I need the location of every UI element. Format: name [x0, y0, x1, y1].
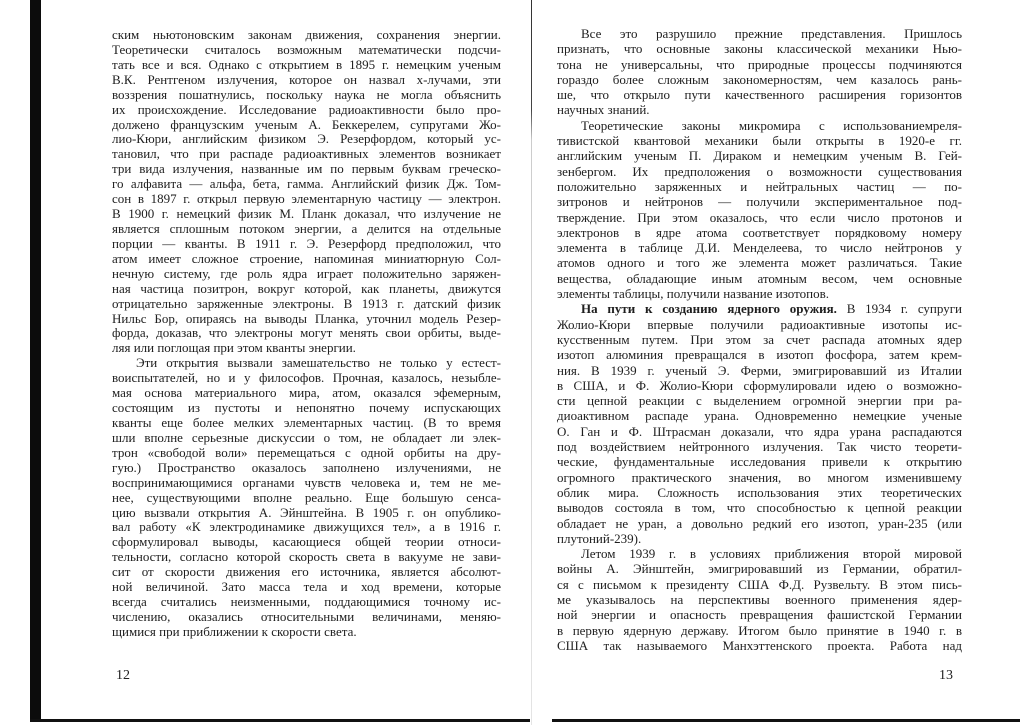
- text-line: Эти открытия вызвали замешательство не только у естест-: [136, 355, 501, 371]
- text-line: является сплошным потоком энергии, а делится на отдельные: [112, 220, 501, 236]
- text-line: тивистской квантовой механики были открыты в 1920-е гг.: [557, 133, 962, 149]
- text-line: ским ньютоновским законам движения, сохранения энергии.: [112, 27, 501, 42]
- text-line: Теоретически считалось возможным математически подсчи-: [112, 41, 501, 57]
- right-page-text: [557, 26, 962, 653]
- text-line: ной энергии и опасность превращения фашистской Германии: [557, 607, 962, 623]
- paragraph: [557, 118, 962, 302]
- text-line: сти цепной реакции с выделением огромной энергии при ра-: [557, 393, 962, 409]
- left-page-text: [112, 28, 501, 640]
- text-line: сит от скорости движения его источника, является абсолют-: [112, 564, 501, 580]
- text-line: огромного практического значения, во многом изменившему: [557, 469, 962, 485]
- text-line: форда, доказав, что электроны могут менять свои орбиты, выде-: [112, 325, 501, 341]
- text-line: цию вызвали открытия А. Эйнштейна. В 1905 г. он опублико-: [112, 504, 501, 520]
- text-line: числению, оказались относительными величинами, меняю-: [112, 608, 501, 624]
- text-line: ше, что открыло пути качественного расширения горизонтов: [557, 87, 962, 103]
- text-line: воиспытателей, но и у философов. Прочная, казалось, незыбле-: [112, 370, 501, 386]
- text-run: В 1934 г. супруги: [836, 301, 962, 317]
- text-line: Все это разрушило прежние представления. Пришлось: [581, 26, 962, 41]
- text-line: трон «свободой воли» перемещаться с одной орбиты на дру-: [112, 444, 501, 460]
- text-line: плутоний-239).: [557, 530, 642, 546]
- text-line: зенбергом. Их предположения о возможности существования: [557, 163, 962, 179]
- text-line: научных знаний.: [557, 102, 650, 118]
- paragraph: [112, 28, 501, 356]
- text-line: элементы таблицы, получили название изотопов.: [557, 286, 829, 302]
- paragraph: [557, 26, 962, 118]
- text-line: кусственным путем. При этом за счет распада атомных ядер: [557, 331, 962, 347]
- text-line: тона не универсальны, что природные процессы подчиняются: [557, 56, 962, 72]
- text-line: атом имеет сложное строение, напоминая миниатюрную Сол-: [112, 250, 501, 266]
- text-line: нее, существующими вполне реально. Еще большую сенса-: [112, 489, 501, 505]
- text-line: ния. В 1939 г. ученый Э. Ферми, эмигрировавший из Италии: [557, 362, 962, 378]
- text-line: должено французским ученым А. Беккерелем, супругами Жо-: [112, 116, 501, 132]
- text-line: изотоп алюминия превращался в изотоп фосфора, затем крем-: [557, 347, 962, 363]
- text-line: кванты еще более мелких элементарных частиц. (В то время: [112, 414, 501, 430]
- text-line: состоящим из пустоты и непонятно почему испускающих: [112, 400, 501, 416]
- scan-bottom-edge: [30, 719, 530, 722]
- text-line: облик мира. Сложность использования этих теоретических: [557, 484, 962, 500]
- text-line: Летом 1939 г. в условиях приближения второй мировой: [581, 546, 962, 562]
- text-line: под воздействием нейтронного излучения. Так чисто теорети-: [557, 439, 962, 455]
- text-line: отрицательно заряженные электроны. В 1913 г. датский физик: [112, 295, 501, 311]
- text-line: США так называемого Манхэттенского проекта. Работа над: [557, 637, 962, 653]
- text-line: диоактивном распаде урана. Одновременно немецкие ученые: [557, 408, 962, 424]
- text-line: электронов в ядре атома соответствует порядковому номеру: [557, 224, 962, 240]
- text-line: положительно заряженных и нейтральных частиц — по-: [557, 178, 962, 194]
- text-line: всегда считались неизменными, поддающимися точному ис-: [112, 594, 501, 610]
- text-line: атомов одного и того же элемента может различаться. Такие: [557, 255, 962, 271]
- text-line: три вида излучения, названные им по первым буквам греческо-: [112, 161, 501, 177]
- text-line: ме указывалось на перспективы военного применения ядер-: [557, 591, 962, 607]
- section-heading: На пути к созданию ядерного оружия.: [581, 301, 837, 317]
- text-line: Нильс Бор, опираясь на выводы Планка, уточнил модель Резер-: [112, 310, 501, 326]
- text-line: ляя или поглощая при этом кванты энергии.: [112, 340, 356, 356]
- text-line: тать все и вся. Однако с открытием в 1895 г. немецким ученым: [112, 56, 501, 72]
- text-line: нечную систему, где роль ядра играет положительно заряжен-: [112, 265, 501, 281]
- text-line: гораздо более сложным закономерностям, чем казалось рань-: [557, 71, 962, 87]
- text-line: воззрения пошатнулись, поскольку наука не могла объяснить: [112, 86, 501, 102]
- page-number: 12: [116, 668, 130, 683]
- text-line: тельности, согласно которой скорость света в вакууме не зави-: [112, 549, 501, 565]
- text-line: признать, что основные законы классической механики Нью-: [557, 41, 962, 57]
- text-line: войны А. Эйнштейн, эмигрировавший из Германии, обратил-: [557, 561, 962, 577]
- text-line: вещества, обладающие иным атомным весом, чем основные: [557, 270, 962, 286]
- text-line: ческие, фундаментальные исследования привели к открытию: [557, 454, 962, 470]
- text-line: тверждение. При этом оказалось, что если число протонов и: [557, 209, 962, 225]
- text-line: сформулировал выводы, касающиеся общей теории относи-: [112, 534, 501, 550]
- text-line: порции — кванты. В 1911 г. Э. Резерфорд предположил, что: [112, 235, 501, 251]
- text-line: [557, 301, 962, 316]
- paragraph: [557, 301, 962, 546]
- text-line: в первую ядерную державу. Итогом было принятие в 1940 г. в: [557, 622, 962, 638]
- text-line: тановил, что при распаде радиоактивных элементов возникает: [112, 146, 501, 162]
- text-line: щимися при приближении к скорости света.: [112, 623, 357, 639]
- text-line: О. Ган и Ф. Штрасман доказали, что ядра урана распадаются: [557, 423, 962, 439]
- text-line: шли вполне серьезные дискуссии о том, не обладает ли элек-: [112, 429, 501, 445]
- paragraph: [112, 356, 501, 640]
- text-line: выводов состояла в том, что способностью к цепной реакции: [557, 500, 962, 516]
- text-line: английским ученым П. Дираком и немецким ученым В. Гей-: [557, 148, 962, 164]
- text-line: гую.) Пространство оказалось заполнено излучениями, не: [112, 459, 501, 475]
- text-line: ся с письмом к президенту США Ф.Д. Рузвельту. В этом пись-: [557, 576, 962, 592]
- paragraph: [557, 546, 962, 653]
- text-line: в США, и Ф. Жолио-Кюри сформулировали идею о возможно-: [557, 377, 962, 393]
- text-line: мая основа материального мира, атом, оказался эфемерным,: [112, 385, 501, 401]
- scan-edge-shadow: [30, 0, 41, 722]
- text-line: сон в 1897 г. открыл первую элементарную частицу — электрон.: [112, 191, 501, 207]
- text-line: зитронов и нейтронов — получили экспериментальное под-: [557, 194, 962, 210]
- text-line: ная частица позитрон, вокруг которой, как планеты, движутся: [112, 280, 501, 296]
- right-page: [532, 0, 1024, 725]
- page-number: 13: [939, 668, 953, 683]
- text-line: воспринимающимися органами чувств человека и, тем не ме-: [112, 474, 501, 490]
- text-line: лио-Кюри, английским физиком Э. Резерфордом, который ус-: [112, 131, 501, 147]
- text-line: В 1900 г. немецкий физик М. Планк доказал, что излучение не: [112, 206, 501, 222]
- text-line: В.К. Рентгеном излучения, которое он назвал x-лучами, эти: [112, 71, 501, 87]
- text-line: обладает не уран, а довольно редкий его изотоп, уран-235 (или: [557, 515, 962, 531]
- text-line: ной величиной. Зато масса тела и ход времени, которые: [112, 579, 501, 595]
- text-line: Теоретические законы микромира с использованиемреля-: [581, 117, 962, 133]
- text-line: элемента в таблице Д.И. Менделеева, то число нейтронов у: [557, 240, 962, 256]
- text-line: их происхождение. Исследование радиоактивности было про-: [112, 101, 501, 117]
- text-line: Жолио-Кюри впервые получили радиоактивные изотопы ис-: [557, 316, 962, 332]
- text-line: вал работу «К электродинамике движущихся тел», а в 1916 г.: [112, 519, 501, 535]
- text-line: го алфавита — альфа, бета, гамма. Английский физик Дж. Том-: [112, 176, 501, 192]
- scan-bottom-edge: [552, 719, 1020, 722]
